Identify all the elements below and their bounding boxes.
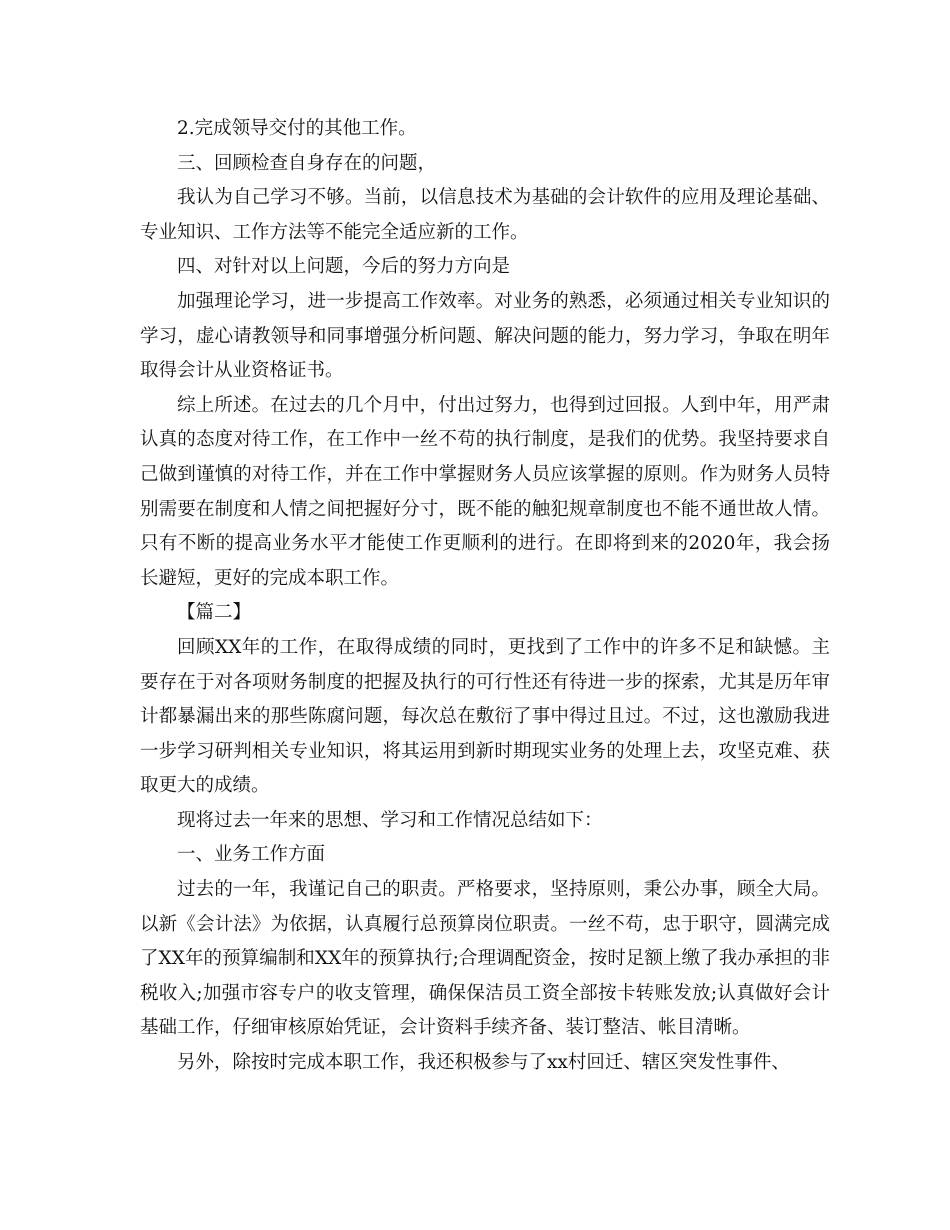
paragraph-additional-work: 另外，除按时完成本职工作，我还积极参与了xx村回迁、辖区突发性事件、 bbox=[177, 1052, 790, 1074]
paragraph-intro-summary: 现将过去一年来的思想、学习和工作情况总结如下： bbox=[177, 809, 603, 831]
document-body bbox=[140, 112, 830, 1081]
paragraph-improvement: 加强理论学习，进一步提高工作效率。对业务的熟悉，必须通过相关专业知识的学习，虚心请教领导和同事增强分析问题、解决问题的能力，努力学习，争取在明年取得会计从业资格证书。 bbox=[140, 290, 830, 382]
heading-business-work: 一、业务工作方面 bbox=[177, 844, 326, 866]
heading-review-problems: 三、回顾检查自身存在的问题， bbox=[177, 152, 437, 174]
paragraph-problems: 我认为自己学习不够。当前，以信息技术为基础的会计软件的应用及理论基础、专业知识、工作方法等不能完全适应新的工作。 bbox=[140, 187, 830, 243]
heading-improvement-direction: 四、对针对以上问题，今后的努力方向是 bbox=[177, 256, 511, 278]
paragraph-summary: 综上所述。在过去的几个月中，付出过努力，也得到过回报。人到中年，用严肃认真的态度对待工作，在工作中一丝不苟的执行制度，是我们的优势。我坚持要求自己做到谨慎的对待工作，并在工作中掌握财务人员应该掌握的原则。作为财务人员特别需要在制度和人情之间把握好分寸，既不能的触犯规章制度也不能不通世故人情。只有不断的提高业务水平才能使工作更顺利的进行。在即将到来的2020年，我会扬长避短，更好的完成本职工作。 bbox=[140, 394, 830, 589]
paragraph-review-year: 回顾XX年的工作，在取得成绩的同时，更找到了工作中的许多不足和缺憾。主要存在于对各项财务制度的把握及执行的可行性还有待进一步的探索，尤其是历年审计都暴漏出来的那些陈腐问题，每次总在敷衍了事中得过且过。不过，这也激励我进一步学习研判相关专业知识，将其运用到新时期现实业务的处理上去，攻坚克难、获取更大的成绩。 bbox=[140, 636, 830, 797]
paragraph-completed-tasks: 2.完成领导交付的其他工作。 bbox=[177, 118, 417, 139]
paragraph-business-work: 过去的一年，我谨记自己的职责。严格要求，坚持原则，秉公办事，顾全大局。以新《会计法》为依据，认真履行总预算岗位职责。一丝不苟，忠于职守，圆满完成了XX年的预算编制和XX年的预算执行;合理调配资金，按时足额上缴了我办承担的非税收入;加强市容专户的收支管理，确保保洁员工资全部按卡转账发放;认真做好会计基础工作，仔细审核原始凭证，会计资料手续齐备、装订整洁、帐目清晰。 bbox=[140, 879, 830, 1039]
section-title-part-two: 【篇二】 bbox=[177, 602, 252, 624]
